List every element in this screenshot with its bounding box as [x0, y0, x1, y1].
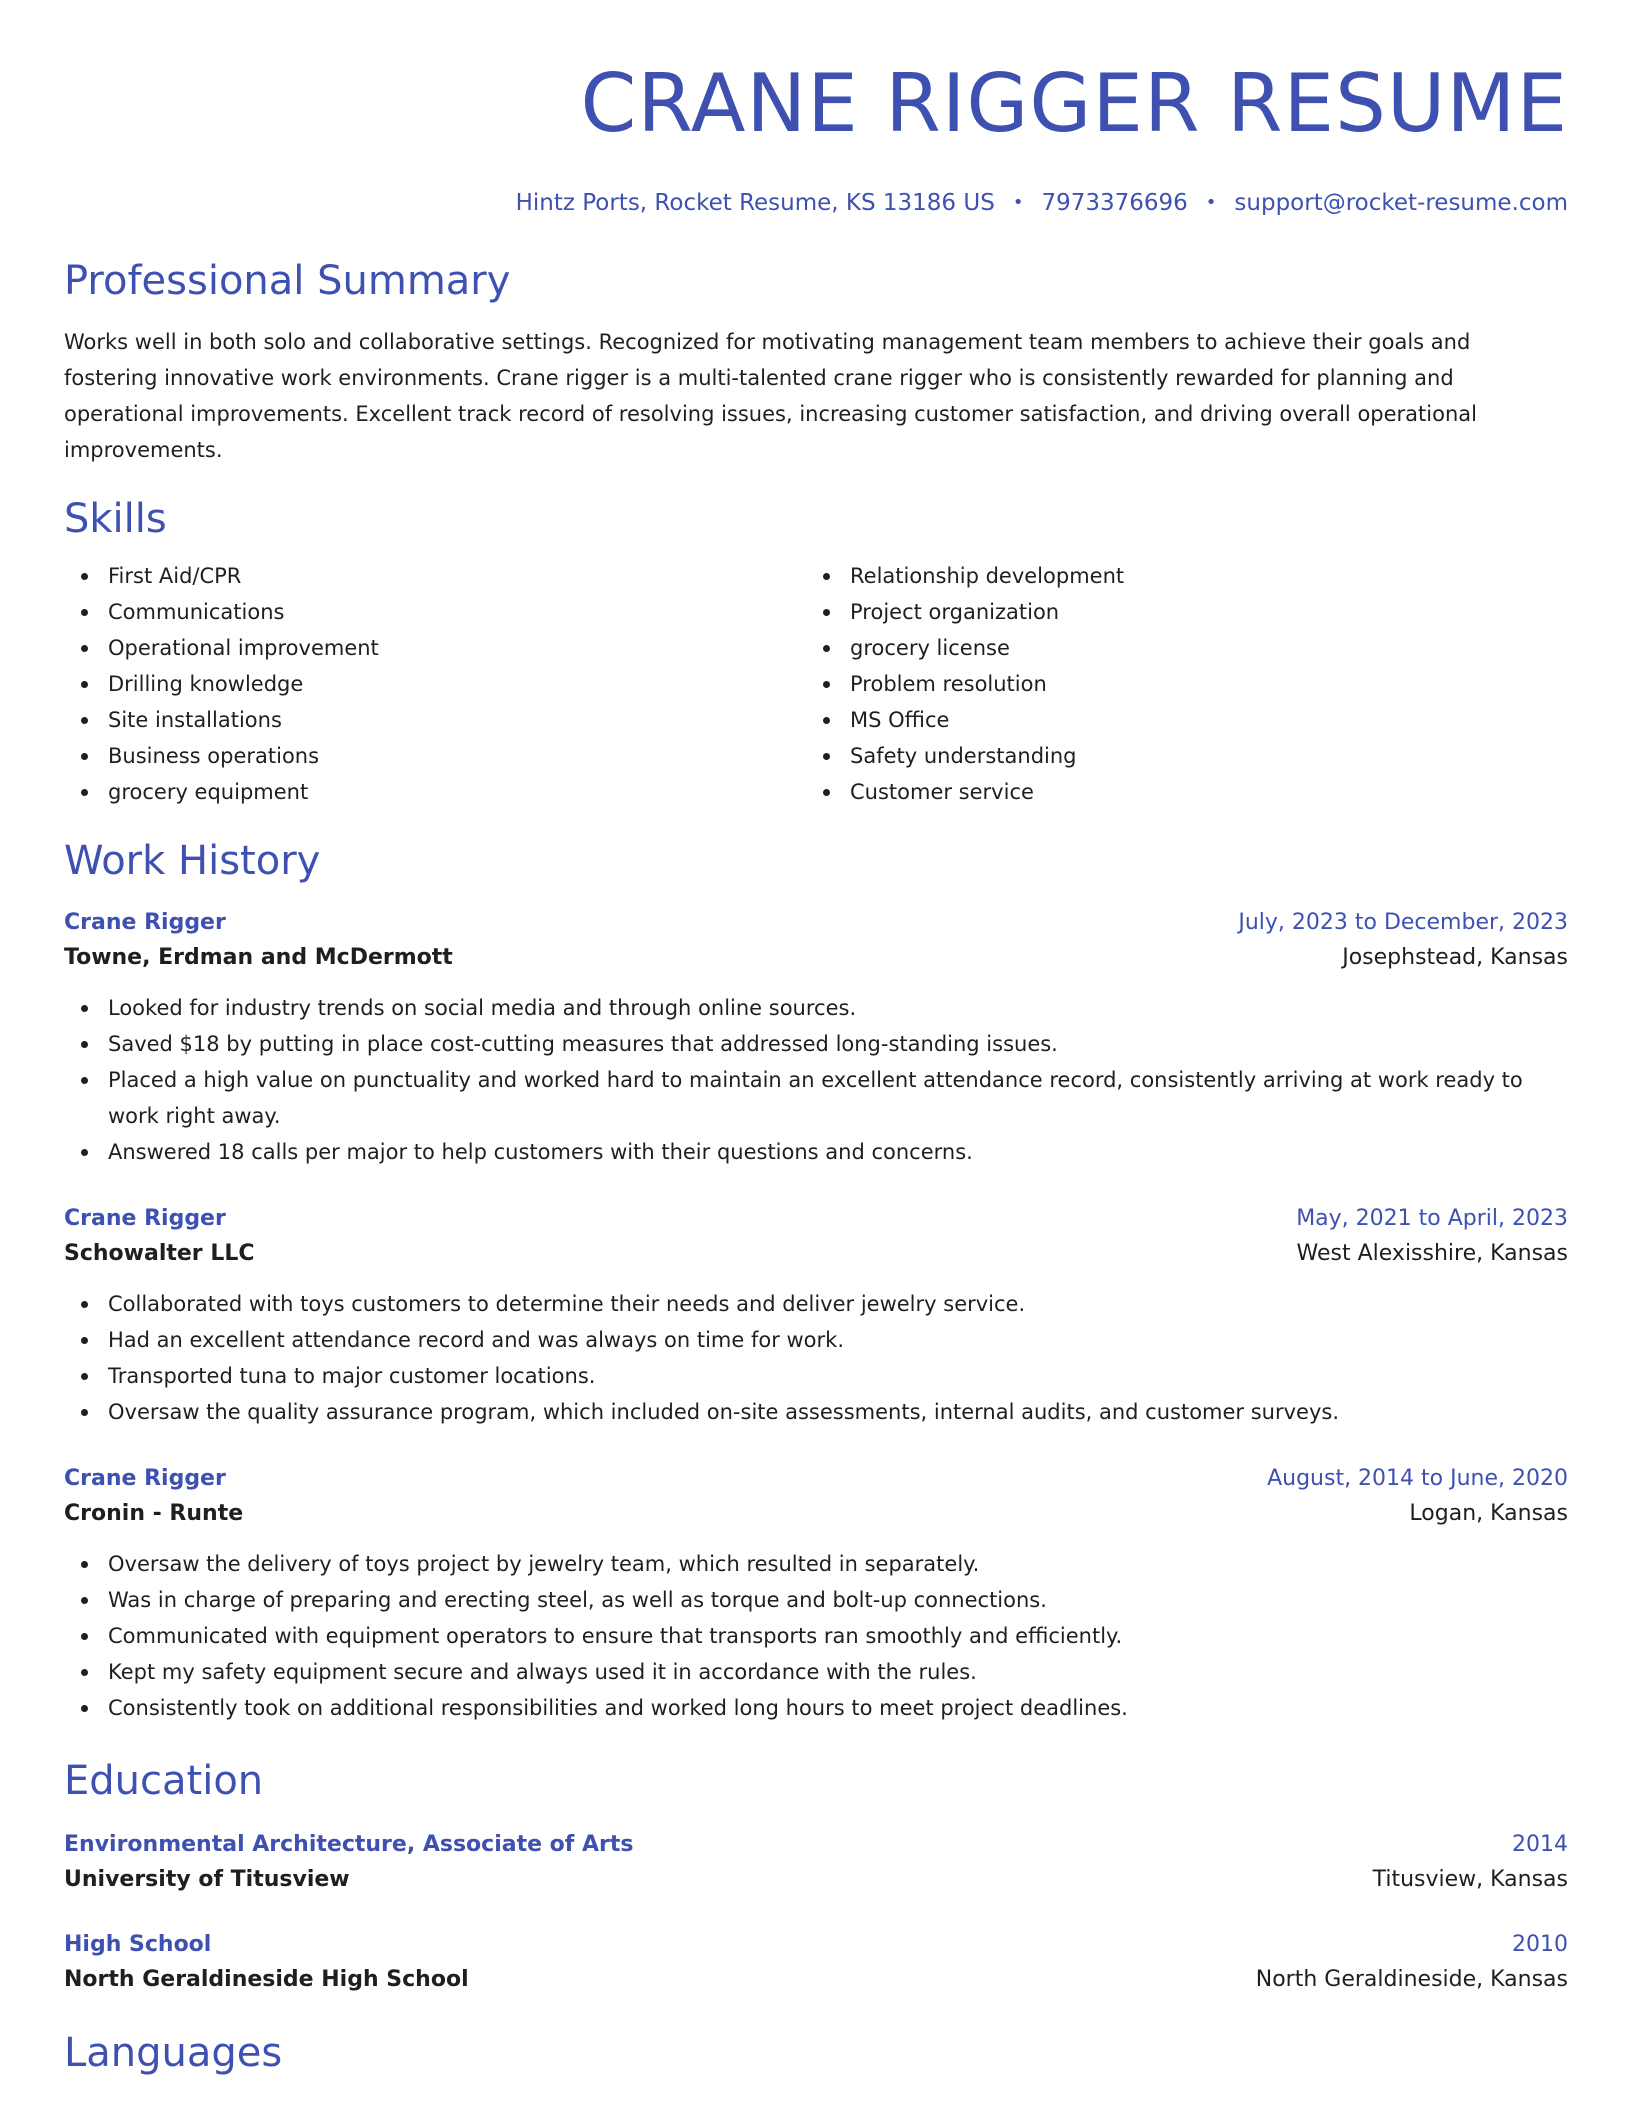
education-entry [64, 1928, 1568, 1998]
skill-item: Relationship development [806, 558, 1548, 594]
skill-item: Operational improvement [64, 630, 806, 666]
job-dates: July, 2023 to December, 2023 [1238, 910, 1568, 935]
summary-text: Works well in both solo and collaborative settings. Recognized for motivating management team members to achieve their goals and fostering innovative work environments. Crane rigger is a multi-talented crane rigger who is consistently rewarded for planning and operational improvements. Excellent track record of resolving issues, increasing customer satisfaction, and driving overall operational improvements. [64, 330, 1477, 462]
education-location: Titusview, Kansas [1372, 1867, 1568, 1892]
contact-phone: 7973376696 [1041, 190, 1188, 216]
skill-item: MS Office [806, 702, 1548, 738]
skills-list [64, 558, 1568, 810]
section-title-work-history: Work History [64, 838, 321, 884]
contact-separator: • [1012, 192, 1024, 213]
skill-item: Customer service [806, 774, 1548, 810]
job-location: Josephstead, Kansas [1342, 945, 1568, 970]
job-dates: May, 2021 to April, 2023 [1296, 1206, 1568, 1231]
skill-item: grocery license [806, 630, 1548, 666]
skill-item: Project organization [806, 594, 1548, 630]
job-company: Towne, Erdman and McDermott [64, 945, 453, 970]
education-year: 2010 [1512, 1932, 1568, 1957]
skills-column-left [64, 558, 806, 810]
job-bullets [64, 990, 1568, 1170]
job-bullet: Saved $18 by putting in place cost-cutting measures that addressed long-standing issues. [64, 1026, 1568, 1062]
education-degree: High School [64, 1932, 212, 1957]
job-role: Crane Rigger [64, 910, 226, 935]
job-bullet: Answered 18 calls per major to help customers with their questions and concerns. [64, 1134, 1568, 1170]
job-entry [64, 1202, 1568, 1430]
resume-header [64, 0, 1568, 218]
skill-item: Communications [64, 594, 806, 630]
skills-column-right [806, 558, 1548, 810]
contact-separator: • [1205, 192, 1217, 213]
job-bullet: Collaborated with toys customers to determine their needs and deliver jewelry service. [64, 1286, 1568, 1322]
section-title-summary: Professional Summary [64, 258, 511, 304]
job-bullet: Looked for industry trends on social media and through online sources. [64, 990, 1568, 1026]
skill-item: Site installations [64, 702, 806, 738]
education-school: North Geraldineside High School [64, 1967, 469, 1992]
job-bullets [64, 1286, 1568, 1430]
job-dates: August, 2014 to June, 2020 [1267, 1466, 1568, 1491]
resume-title: CRANE RIGGER RESUME [580, 57, 1568, 150]
section-title-skills: Skills [64, 496, 167, 542]
job-bullet: Kept my safety equipment secure and always used it in accordance with the rules. [64, 1654, 1568, 1690]
skill-item: First Aid/CPR [64, 558, 806, 594]
job-location: Logan, Kansas [1409, 1501, 1568, 1526]
job-company: Schowalter LLC [64, 1241, 255, 1266]
job-location: West Alexisshire, Kansas [1296, 1241, 1568, 1266]
job-entry [64, 1462, 1568, 1726]
education-degree: Environmental Architecture, Associate of Arts [64, 1832, 634, 1857]
contact-email: support@rocket-resume.com [1234, 190, 1568, 216]
job-bullet: Placed a high value on punctuality and worked hard to maintain an excellent attendance record, consistently arriving at work ready to work right away. [64, 1062, 1568, 1134]
skill-item: grocery equipment [64, 774, 806, 810]
job-bullet: Transported tuna to major customer locations. [64, 1358, 1568, 1394]
job-bullet: Had an excellent attendance record and was always on time for work. [64, 1322, 1568, 1358]
skill-item: Drilling knowledge [64, 666, 806, 702]
education-entry [64, 1828, 1568, 1898]
job-bullets [64, 1546, 1568, 1726]
job-bullet: Oversaw the delivery of toys project by jewelry team, which resulted in separately. [64, 1546, 1568, 1582]
education-location: North Geraldineside, Kansas [1255, 1967, 1568, 1992]
job-company: Cronin - Runte [64, 1501, 244, 1526]
education-school: University of Titusview [64, 1867, 350, 1892]
skill-item: Problem resolution [806, 666, 1548, 702]
job-role: Crane Rigger [64, 1466, 226, 1491]
job-bullet: Was in charge of preparing and erecting steel, as well as torque and bolt-up connections. [64, 1582, 1568, 1618]
job-entry [64, 906, 1568, 1170]
section-title-education: Education [64, 1758, 264, 1804]
education-year: 2014 [1512, 1832, 1568, 1857]
job-role: Crane Rigger [64, 1206, 226, 1231]
job-bullet: Communicated with equipment operators to ensure that transports ran smoothly and efficiently. [64, 1618, 1568, 1654]
job-bullet: Consistently took on additional responsibilities and worked long hours to meet project deadlines. [64, 1690, 1568, 1726]
section-title-languages: Languages [64, 2030, 283, 2076]
skill-item: Business operations [64, 738, 806, 774]
skill-item: Safety understanding [806, 738, 1548, 774]
contact-line [64, 188, 1568, 218]
contact-address: Hintz Ports, Rocket Resume, KS 13186 US [515, 190, 995, 216]
job-bullet: Oversaw the quality assurance program, which included on-site assessments, internal audits, and customer surveys. [64, 1394, 1568, 1430]
